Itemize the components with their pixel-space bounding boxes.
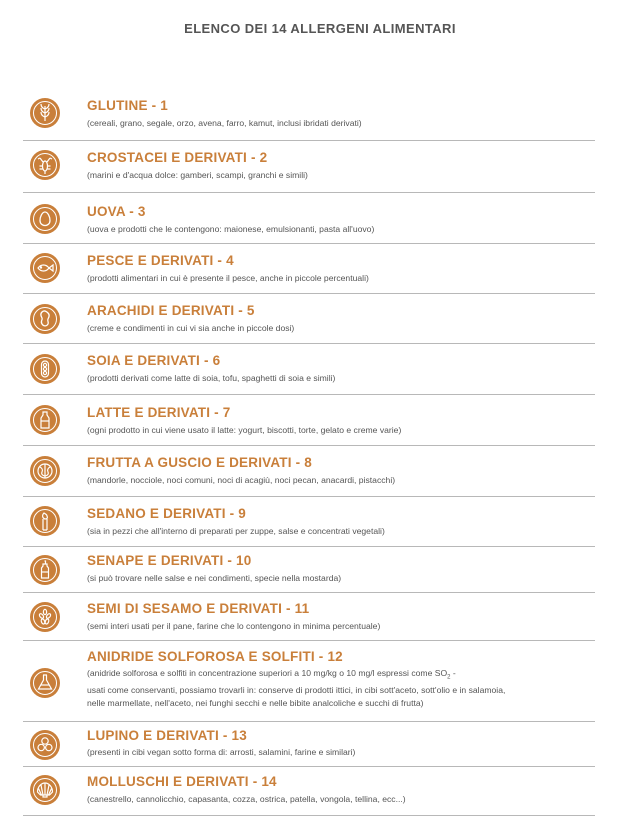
allergen-name: UOVA - 3 (87, 204, 146, 219)
allergen-name: PESCE E DERIVATI - 4 (87, 253, 234, 268)
allergen-item-sedano (23, 497, 595, 547)
milk-bottle-icon (30, 405, 60, 435)
walnut-icon (30, 456, 60, 486)
allergen-description: (creme e condimenti in cui vi sia anche in piccole dosi) (87, 323, 295, 333)
allergen-item-sesamo (23, 593, 595, 641)
allergen-name: SEDANO E DERIVATI - 9 (87, 506, 246, 521)
allergen-name: SEMI DI SESAMO E DERIVATI - 11 (87, 601, 310, 616)
celery-icon (30, 506, 60, 536)
allergen-item-crostacei (23, 141, 595, 193)
flask-icon (30, 668, 60, 698)
allergen-item-molluschi (23, 767, 595, 816)
allergen-name: LUPINO E DERIVATI - 13 (87, 728, 247, 743)
allergen-name: GLUTINE - 1 (87, 98, 168, 113)
allergen-name: ANIDRIDE SOLFOROSA E SOLFITI - 12 (87, 649, 343, 664)
allergen-item-frutta-a-guscio (23, 446, 595, 497)
mustard-bottle-icon (30, 555, 60, 585)
allergen-item-pesce (23, 244, 595, 294)
allergen-name: MOLLUSCHI E DERIVATI - 14 (87, 774, 277, 789)
fish-icon (30, 253, 60, 283)
allergen-name: ARACHIDI E DERIVATI - 5 (87, 303, 255, 318)
allergen-description: (prodotti derivati come latte di soia, tofu, spaghetti di soia e simili) (87, 373, 336, 383)
allergen-description: (marini e d'acqua dolce: gamberi, scampi, granchi e simili) (87, 170, 308, 180)
allergen-item-lupino (23, 722, 595, 767)
allergen-item-senape (23, 547, 595, 593)
allergen-list (23, 90, 595, 816)
peanut-icon (30, 304, 60, 334)
allergen-name: SOIA E DERIVATI - 6 (87, 353, 221, 368)
allergen-item-solfiti (23, 641, 595, 722)
soy-icon (30, 354, 60, 384)
allergen-description: (si può trovare nelle salse e nei condimenti, specie nella mostarda) (87, 573, 342, 583)
allergen-description: (mandorle, nocciole, noci comuni, noci di acagiù, noci pecan, anacardi, pistacchi) (87, 475, 396, 485)
description-line: nelle marmellate, nell'aceto, nei funghi secchi e nelle bibite analcoliche e succhi di frutta) (87, 697, 424, 708)
allergen-description: (cereali, grano, segale, orzo, avena, farro, kamut, inclusi ibridati derivati) (87, 118, 362, 128)
allergen-description: (sia in pezzi che all'interno di preparati per zuppe, salse e concentrati vegetali) (87, 526, 385, 536)
allergen-name: SENAPE E DERIVATI - 10 (87, 553, 252, 568)
sesame-icon (30, 602, 60, 632)
shell-icon (30, 775, 60, 805)
allergen-description: (canestrello, cannolicchio, capasanta, cozza, ostrica, patella, vongola, tellina, ecc...) (87, 794, 406, 804)
lupin-icon (30, 730, 60, 760)
allergen-item-latte (23, 395, 595, 446)
description-line: usati come conservanti, possiamo trovarli in: conserve di prodotti ittici, in cibi sott'aceto, sott'olio e in salamoia, (87, 685, 506, 696)
lobster-icon (30, 150, 60, 180)
page-title: ELENCO DEI 14 ALLERGENI ALIMENTARI (184, 21, 456, 36)
allergen-description: (uova e prodotti che le contengono: maionese, emulsionanti, pasta all'uovo) (87, 224, 375, 234)
allergen-name: FRUTTA A GUSCIO E DERIVATI - 8 (87, 455, 312, 470)
allergen-description: (presenti in cibi vegan sotto forma di: arrosti, salamini, farine e similari) (87, 747, 356, 757)
allergen-name: CROSTACEI E DERIVATI - 2 (87, 150, 268, 165)
wheat-icon (30, 98, 60, 128)
allergen-description (87, 667, 505, 709)
allergen-description: (semi interi usati per il pane, farine che lo contengono in minima percentuale) (87, 621, 381, 631)
description-line: (anidride solforosa e solfiti in concentrazione superiori a 10 mg/kg o 10 mg/l espressi come $SO_2$ - (87, 668, 456, 681)
allergen-description: (prodotti alimentari in cui è presente il pesce, anche in piccole percentuali) (87, 273, 369, 283)
allergen-description: (ogni prodotto in cui viene usato il latte: yogurt, biscotti, torte, gelato e creme varie) (87, 425, 402, 435)
allergen-name: LATTE E DERIVATI - 7 (87, 405, 231, 420)
allergen-item-glutine (23, 90, 595, 141)
egg-icon (30, 204, 60, 234)
allergen-item-uova (23, 193, 595, 244)
allergen-item-arachidi (23, 294, 595, 344)
allergen-item-soia (23, 344, 595, 395)
